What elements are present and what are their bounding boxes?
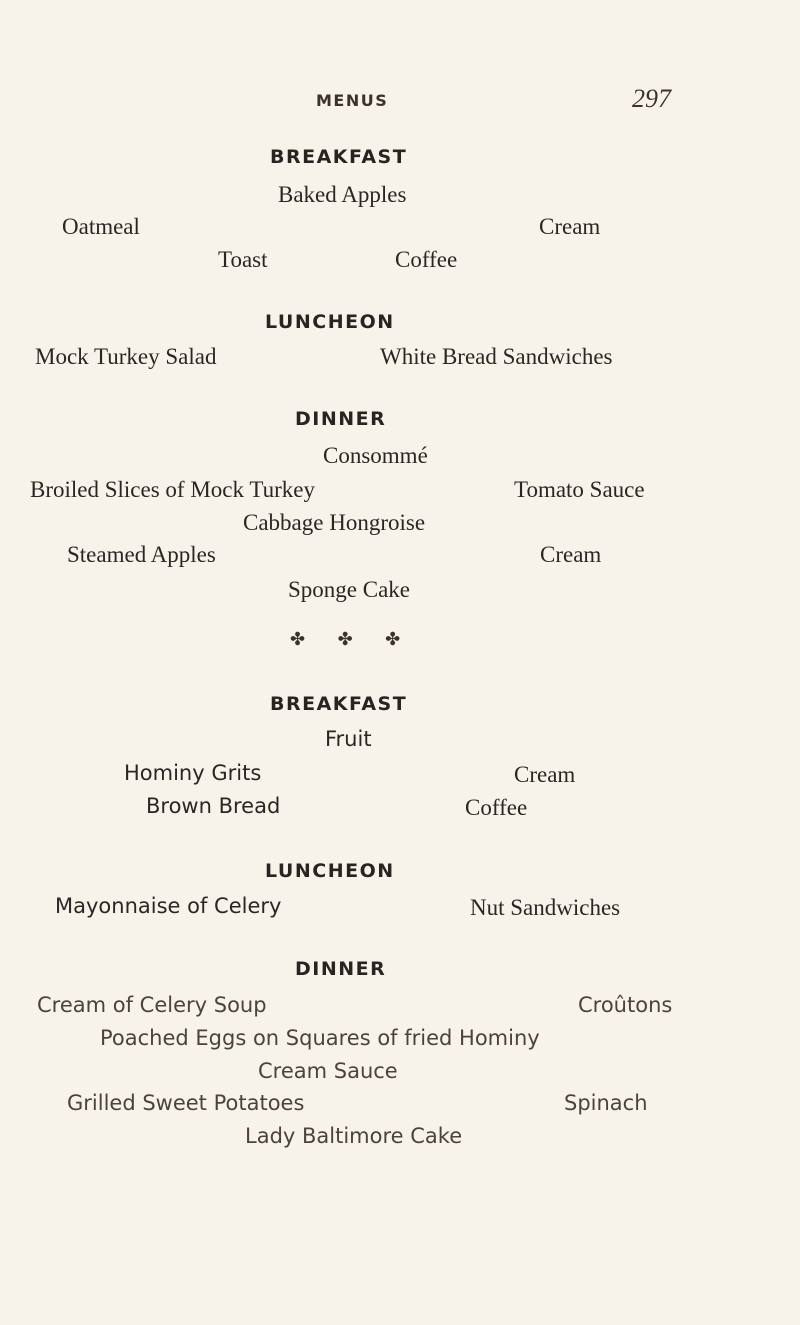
menu-item: Fruit bbox=[325, 727, 372, 751]
menu-item: Consommé bbox=[323, 443, 428, 468]
menu-item: Cream Sauce bbox=[258, 1059, 398, 1083]
dinner-heading: DINNER bbox=[295, 958, 387, 980]
dinner-heading: DINNER bbox=[295, 408, 387, 430]
menu-item: Brown Bread bbox=[146, 794, 281, 818]
menu-item: Mayonnaise of Celery bbox=[55, 894, 282, 918]
luncheon-heading: LUNCHEON bbox=[265, 860, 395, 882]
menu-item: Lady Baltimore Cake bbox=[245, 1124, 463, 1148]
menu-item: Hominy Grits bbox=[124, 761, 262, 785]
menu-item: Mock Turkey Salad bbox=[35, 344, 217, 369]
menu-item: Cream of Celery Soup bbox=[37, 993, 267, 1017]
menu-item: Cream bbox=[514, 762, 576, 787]
page-number: 297 bbox=[632, 84, 671, 113]
menu-item: Sponge Cake bbox=[288, 577, 411, 602]
menu-item: Broiled Slices of Mock Turkey bbox=[30, 477, 315, 502]
luncheon-heading: LUNCHEON bbox=[265, 311, 395, 333]
menu-item: Cabbage Hongroise bbox=[243, 510, 426, 535]
running-head: MENUS bbox=[316, 91, 389, 110]
menu-item: Spinach bbox=[564, 1091, 648, 1115]
menu-item: Coffee bbox=[465, 795, 528, 820]
menu-item: Oatmeal bbox=[62, 214, 140, 239]
ornament-separator: ✤ ✤ ✤ bbox=[290, 629, 415, 649]
menu-item: Cream bbox=[539, 214, 601, 239]
breakfast-heading: BREAKFAST bbox=[270, 693, 408, 715]
menu-item: Cream bbox=[540, 542, 602, 567]
menu-item: Steamed Apples bbox=[67, 542, 216, 567]
menu-item: Grilled Sweet Potatoes bbox=[67, 1091, 305, 1115]
menu-item: Tomato Sauce bbox=[514, 477, 645, 502]
menu-item: Nut Sandwiches bbox=[470, 895, 621, 920]
menu-item: Poached Eggs on Squares of fried Hominy bbox=[100, 1026, 540, 1050]
menu-item: White Bread Sandwiches bbox=[380, 344, 613, 369]
breakfast-heading: BREAKFAST bbox=[270, 146, 408, 168]
menu-item: Toast bbox=[218, 247, 268, 272]
menu-item: Coffee bbox=[395, 247, 458, 272]
menu-item: Croûtons bbox=[578, 993, 673, 1017]
menu-item: Baked Apples bbox=[278, 182, 407, 207]
